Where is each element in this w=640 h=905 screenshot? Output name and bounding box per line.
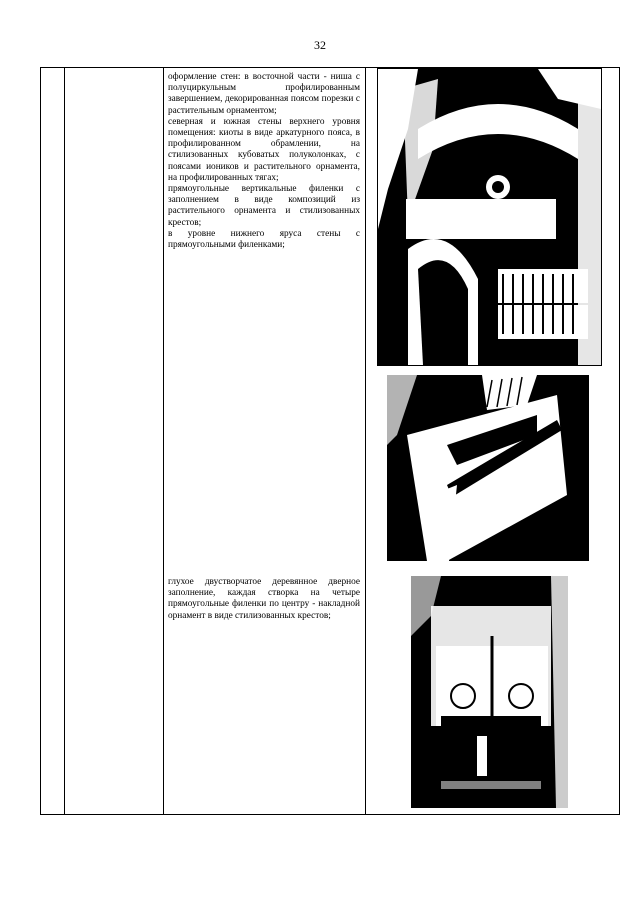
column-divider-2 <box>163 68 164 814</box>
description-paragraph: оформление стен: в восточной части - ниша с полуциркульным профилированным завершением, декорированная поясом порезки с растительным орнаментом; <box>168 72 360 116</box>
photo-double-door <box>411 576 568 808</box>
description-block-door <box>168 577 360 622</box>
photo-interior-niche <box>377 68 602 366</box>
description-paragraph: в уровне нижнего яруса стены с прямоугольными филенками; <box>168 228 360 251</box>
table <box>40 67 620 815</box>
column-divider-1 <box>64 68 65 814</box>
description-paragraph: глухое двустворчатое деревянное дверное заполнение, каждая створка на четыре прямоугольные филенки по центру - накладной орнамент в виде стилизованных крестов; <box>168 577 360 621</box>
description-paragraph: прямоугольные вертикальные филенки с заполнением в виде композиций из растительного орнамента и стилизованных крестов; <box>168 184 360 228</box>
description-paragraph: северная и южная стены верхнего уровня помещения: киоты в виде аркатурного пояса, в профилированном обрамлении, на стилизованных кубоватых полуколонках, с поясами иоников и растительного орнамента, на профилированных тягах; <box>168 116 360 183</box>
column-divider-3 <box>365 68 366 814</box>
description-block-interior <box>168 72 360 251</box>
photo-ceiling-beams <box>387 375 589 561</box>
page-number: 32 <box>314 38 326 52</box>
